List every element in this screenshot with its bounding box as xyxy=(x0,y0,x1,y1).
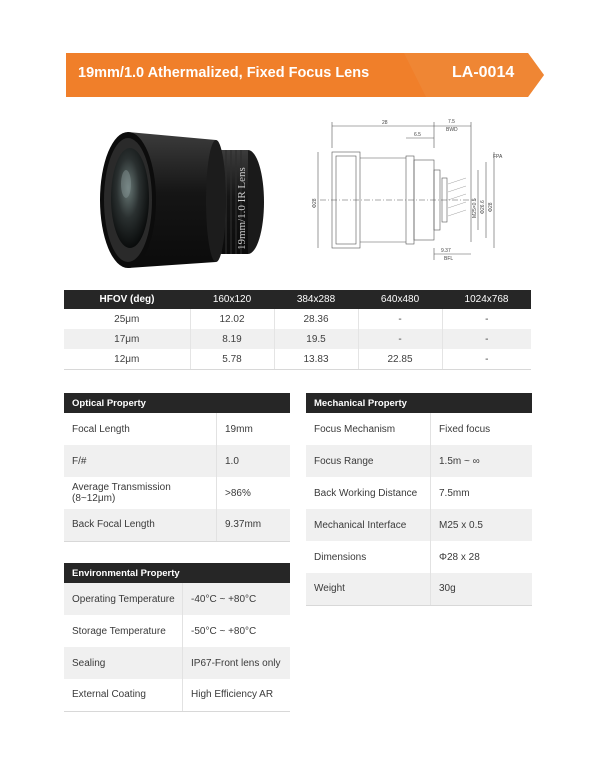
table-row xyxy=(64,413,290,445)
hfov-cell: 28.36 xyxy=(274,309,358,329)
lens-engraving: 19mm/1.0 IR Lens xyxy=(236,167,248,250)
optical-property-table xyxy=(64,393,290,542)
environmental-property-table xyxy=(64,563,290,712)
hfov-cell: 17μm xyxy=(64,329,190,349)
hfov-header: HFOV (deg) xyxy=(64,290,190,309)
property-value: 30g xyxy=(431,573,533,605)
dim-bwd-label: BWD xyxy=(446,127,458,133)
property-name: Focus Mechanism xyxy=(306,413,431,445)
property-name: Operating Temperature xyxy=(64,583,183,615)
property-name: Weight xyxy=(306,573,431,605)
property-value: 1.5m ~ ∞ xyxy=(431,445,533,477)
property-value: -40°C ~ +80°C xyxy=(183,583,291,615)
table-row xyxy=(64,329,531,349)
lens-photo xyxy=(98,122,270,268)
product-code: LA-0014 xyxy=(452,64,515,81)
property-value: 19mm xyxy=(225,423,253,435)
property-name: External Coating xyxy=(64,679,183,711)
property-value: M25 x 0.5 xyxy=(431,509,533,541)
property-value: >86% xyxy=(225,487,251,499)
dim-fpa: FPA xyxy=(493,154,503,160)
property-name: Storage Temperature xyxy=(64,615,183,647)
hfov-cell: 25μm xyxy=(64,309,190,329)
table-row xyxy=(306,445,532,477)
dim-diameter-inner: Φ26.6 xyxy=(480,200,486,214)
dim-bfl: 9.37 xyxy=(441,248,451,254)
technical-drawing xyxy=(306,118,506,268)
table-row xyxy=(306,477,532,509)
dim-thread: M25×0.5 xyxy=(472,198,478,218)
table-row xyxy=(64,679,290,711)
page-title: 19mm/1.0 Athermalized, Fixed Focus Lens xyxy=(78,65,370,81)
hfov-header: 160x120 xyxy=(190,290,274,309)
mechanical-property-table xyxy=(306,393,532,606)
hfov-header-row xyxy=(64,290,531,309)
table-row xyxy=(306,541,532,573)
environmental-property-title: Environmental Property xyxy=(64,563,290,583)
mechanical-property-title: Mechanical Property xyxy=(306,393,532,413)
optical-property-title: Optical Property xyxy=(64,393,290,413)
property-value: 9.37mm xyxy=(217,509,291,541)
table-row xyxy=(64,349,531,370)
dim-segment: 6.5 xyxy=(414,132,421,138)
hfov-cell: 5.78 xyxy=(190,349,274,370)
property-value: Φ28 x 28 xyxy=(439,551,480,563)
property-name: Dimensions xyxy=(306,541,431,573)
hfov-header: 384x288 xyxy=(274,290,358,309)
hfov-cell: 22.85 xyxy=(358,349,442,370)
property-value: High Efficiency AR xyxy=(183,679,291,711)
table-row xyxy=(64,509,290,541)
table-row xyxy=(306,413,532,445)
hfov-cell: 12μm xyxy=(64,349,190,370)
table-row xyxy=(306,509,532,541)
property-name: Mechanical Interface xyxy=(306,509,431,541)
hfov-table xyxy=(64,290,531,370)
hfov-cell: 13.83 xyxy=(274,349,358,370)
dim-length: 28 xyxy=(382,120,388,126)
hfov-cell: - xyxy=(442,349,531,370)
property-name: Back Working Distance xyxy=(306,477,431,509)
property-name: F/# xyxy=(64,445,217,477)
property-value: -50°C ~ +80°C xyxy=(191,625,257,637)
hfov-cell: 8.19 xyxy=(190,329,274,349)
table-row xyxy=(64,309,531,329)
dim-bwd: 7.5 xyxy=(448,119,455,125)
property-value: Fixed focus xyxy=(439,423,491,435)
table-row xyxy=(64,615,290,647)
hfov-cell: 12.02 xyxy=(190,309,274,329)
hfov-cell: - xyxy=(442,329,531,349)
table-row xyxy=(64,583,290,615)
hfov-header: 1024x768 xyxy=(442,290,531,309)
table-row xyxy=(306,573,532,605)
dim-bfl-label: BFL xyxy=(444,256,454,262)
hfov-cell: 19.5 xyxy=(274,329,358,349)
property-name: Sealing xyxy=(64,647,183,679)
hfov-cell: - xyxy=(358,329,442,349)
table-row xyxy=(64,647,290,679)
header-banner xyxy=(66,53,544,97)
property-value: 7.5mm xyxy=(439,487,470,499)
property-name: Back Focal Length xyxy=(64,509,217,541)
property-name: Focal Length xyxy=(64,413,217,445)
hfov-cell: - xyxy=(485,313,489,325)
hfov-cell: - xyxy=(358,309,442,329)
property-name: Focus Range xyxy=(306,445,431,477)
table-row xyxy=(64,477,290,509)
dim-diameter-left: Φ28 xyxy=(312,198,318,208)
hfov-header: 640x480 xyxy=(358,290,442,309)
property-value: IP67-Front lens only xyxy=(183,647,291,679)
table-row xyxy=(64,445,290,477)
property-value: 1.0 xyxy=(217,445,291,477)
dim-diameter-outer: Φ28 xyxy=(488,202,494,212)
property-name: Average Transmission (8~12μm) xyxy=(64,477,217,509)
